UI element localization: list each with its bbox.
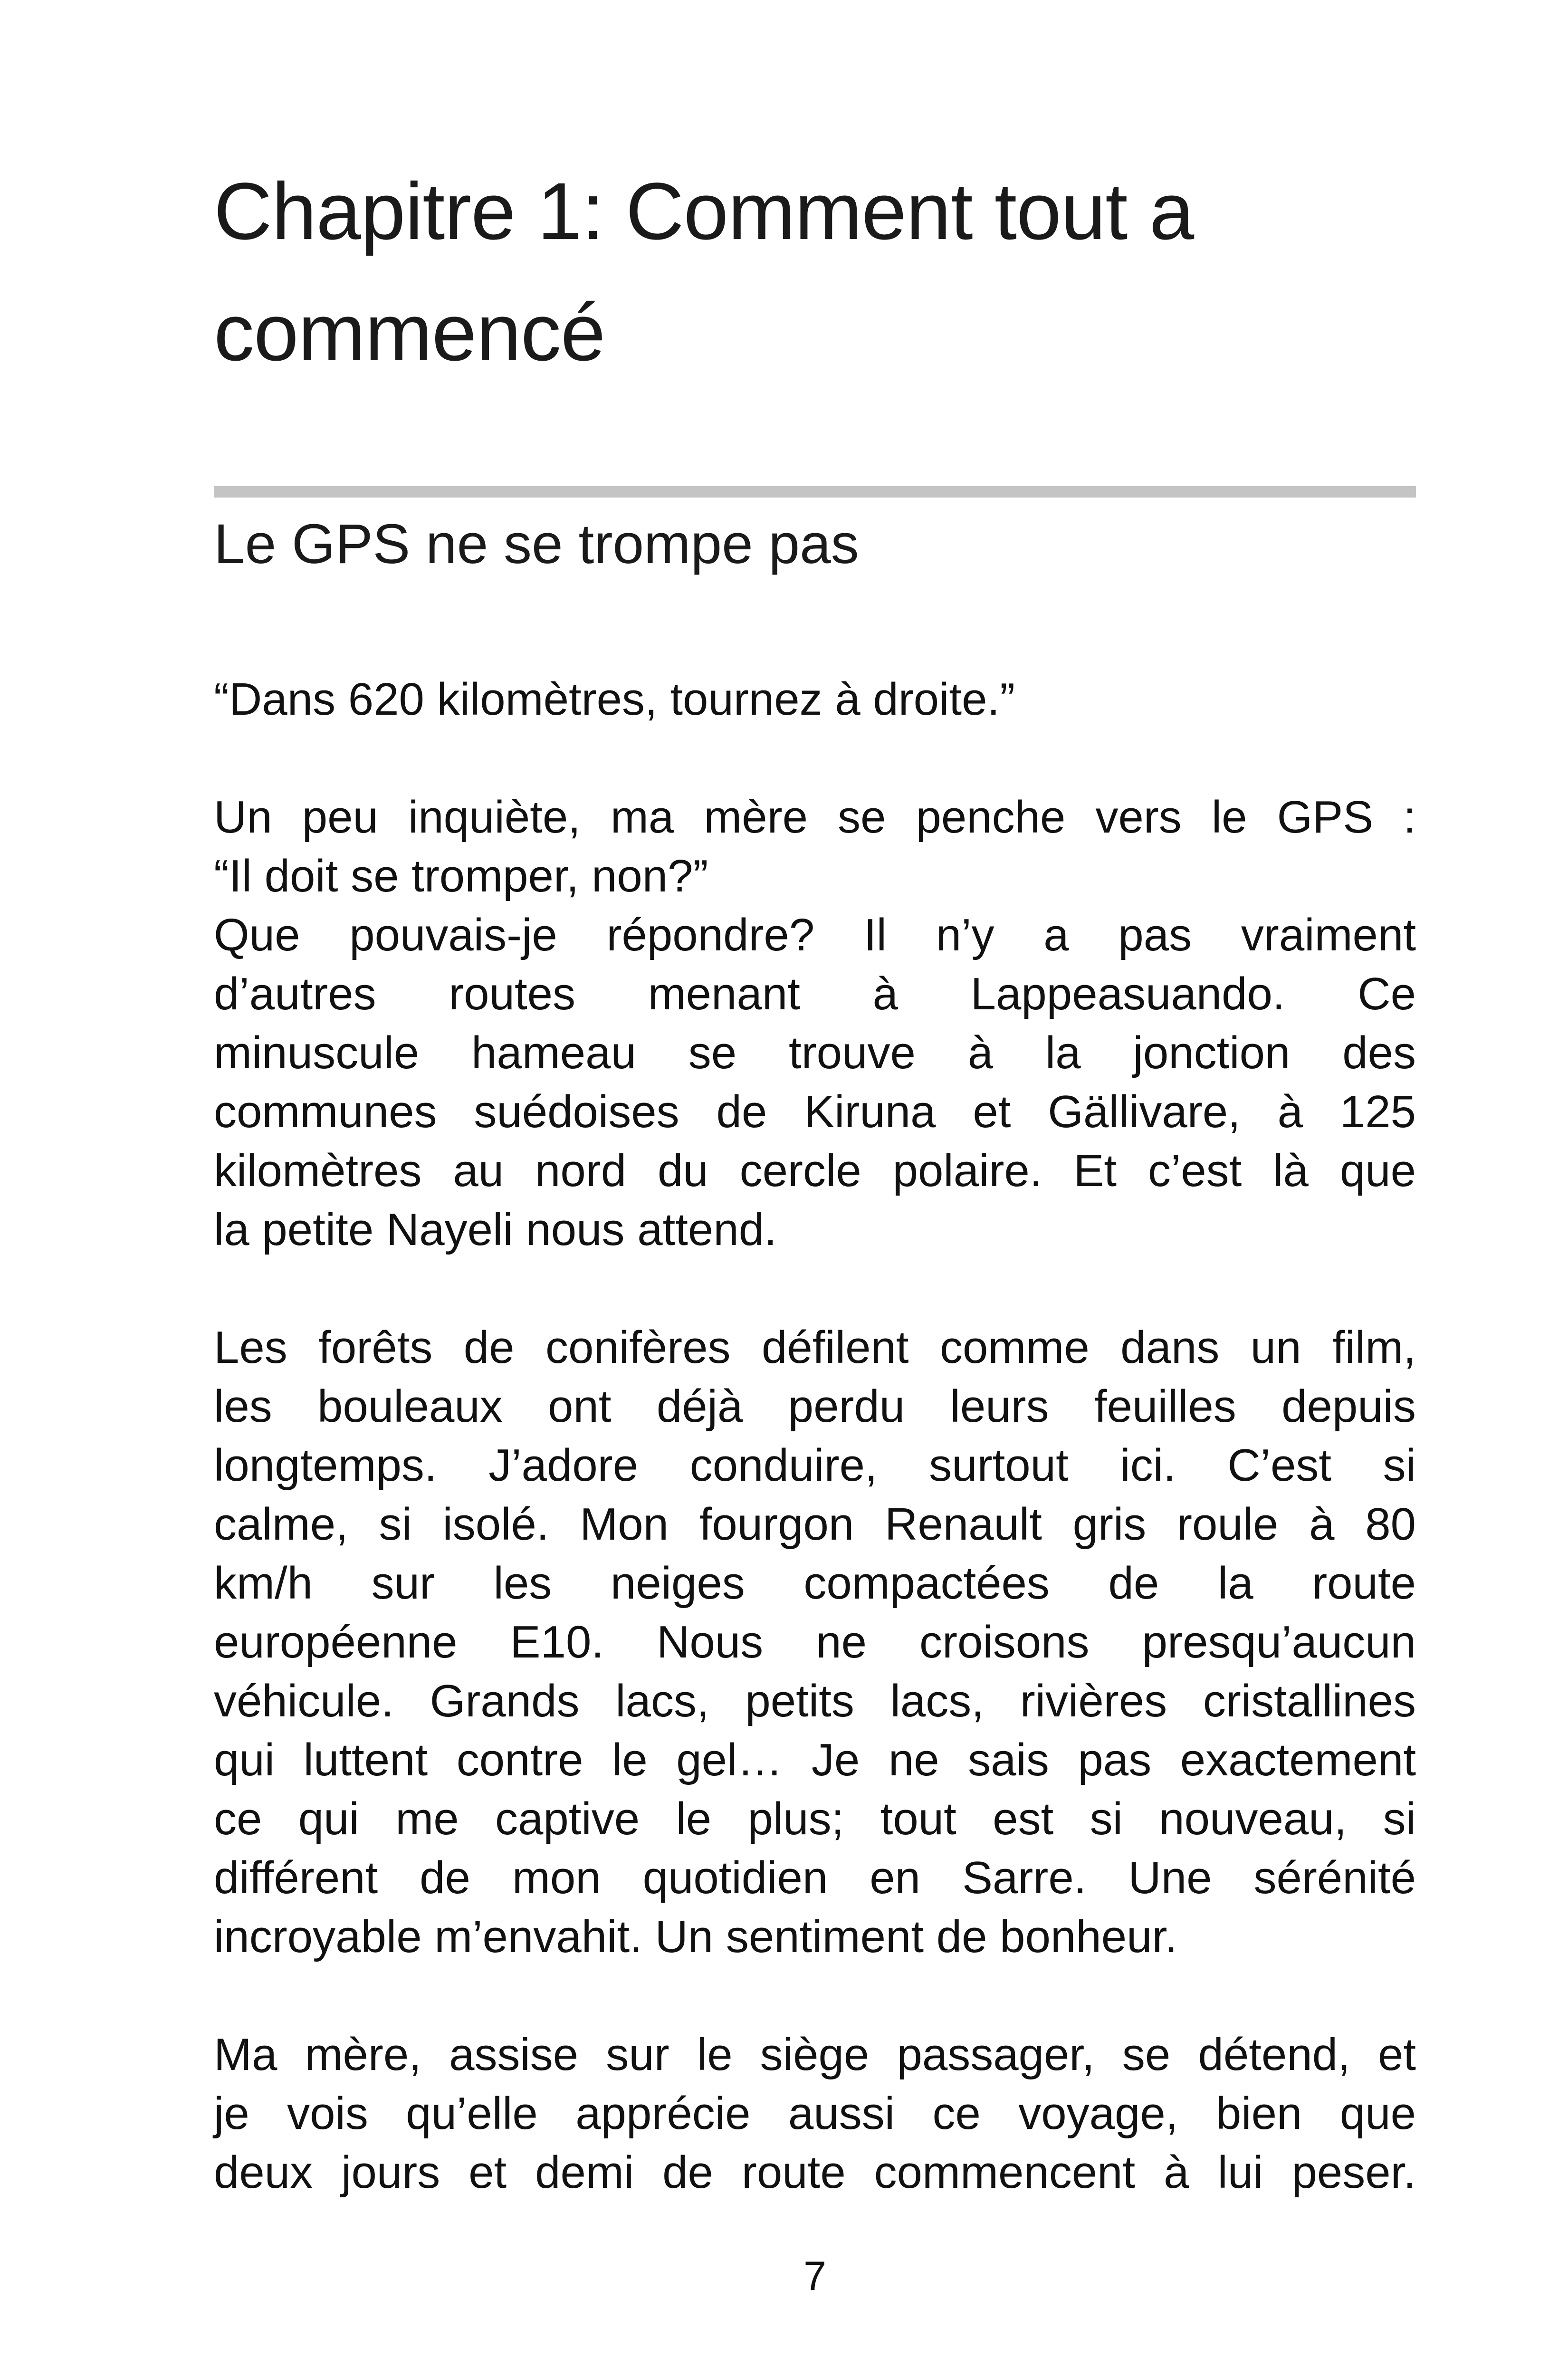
text-line: calme, si isolé. Mon fourgon Renault gris roule à 80 [214,1499,1416,1550]
text-line: européenne E10. Nous ne croisons presqu’aucun [214,1617,1416,1667]
paragraph [214,2025,1416,2202]
text-line: longtemps. J’adore conduire, surtout ici. C’est si [214,1440,1416,1491]
paragraph [214,788,1416,906]
text-line: d’autres routes menant à Lappeasuando. Ce [214,968,1416,1019]
text-line: km/h sur les neiges compactées de la route [214,1558,1416,1609]
section-divider [214,486,1416,498]
text-line: minuscule hameau se trouve à la jonction des [214,1027,1416,1078]
text-line: Ma mère, assise sur le siège passager, se détend, et [214,2029,1416,2080]
text-line: communes suédoises de Kiruna et Gällivare, à 125 [214,1086,1416,1137]
text-line: les bouleaux ont déjà perdu leurs feuilles depuis [214,1381,1416,1432]
text-line: différent de mon quotidien en Sarre. Une sérénité [214,1852,1416,1903]
paragraph [214,1318,1416,1966]
section-title: Le GPS ne se trompe pas [214,513,859,575]
book-page [214,0,1416,2376]
text-line: incroyable m’envahit. Un sentiment de bonheur. [214,1911,1177,1962]
text-line: “Il doit se tromper, non?” [214,851,708,901]
text-line: “Dans 620 kilomètres, tournez à droite.” [214,674,1015,725]
text-line: je vois qu’elle apprécie aussi ce voyage, bien que [214,2088,1416,2139]
text-line: qui luttent contre le gel… Je ne sais pas exactement [214,1734,1416,1785]
page-number: 7 [803,2253,826,2299]
text-line: Un peu inquiète, ma mère se penche vers le GPS : [214,792,1416,843]
text-line: Les forêts de conifères défilent comme dans un film, [214,1322,1416,1373]
text-line: kilomètres au nord du cercle polaire. Et c’est là que [214,1145,1416,1196]
text-line: véhicule. Grands lacs, petits lacs, rivières cristallines [214,1676,1416,1726]
paragraph [214,906,1416,1259]
paragraph [214,670,1416,729]
text-line: deux jours et demi de route commencent à lui peser. [214,2147,1416,2198]
body-text [214,670,1416,2261]
text-line: ce qui me captive le plus; tout est si nouveau, si [214,1793,1416,1844]
chapter-title: Chapitre 1: Comment tout a commencé [214,166,1194,378]
text-line: Que pouvais-je répondre? Il n’y a pas vraiment [214,910,1416,960]
text-line: la petite Nayeli nous attend. [214,1204,777,1255]
